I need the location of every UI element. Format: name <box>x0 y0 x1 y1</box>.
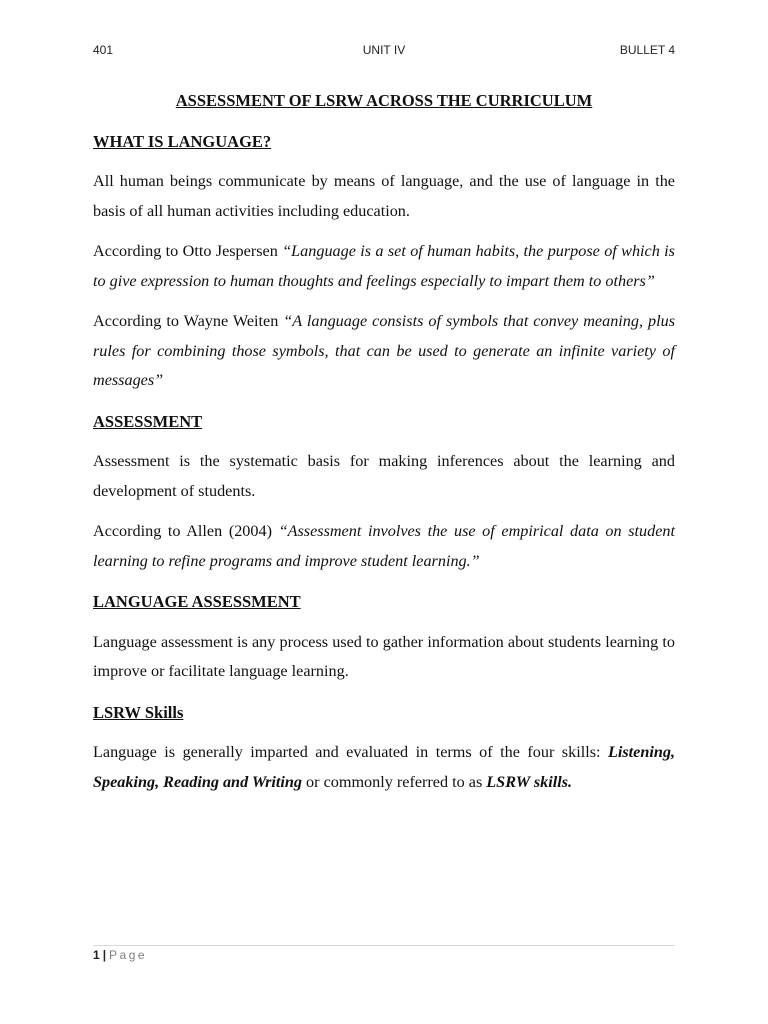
header-unit: UNIT IV <box>362 43 406 57</box>
lsrw-acronym: LSRW skills. <box>486 772 573 791</box>
paragraph-weiten <box>93 307 675 396</box>
paragraph-lsrw <box>93 738 675 797</box>
paragraph-language-definition: All human beings communicate by means of language, and the use of language in the basis of all human activities including education. <box>93 172 675 220</box>
paragraph-assessment-definition: Assessment is the systematic basis for making inferences about the learning and development of students. <box>93 452 675 500</box>
allen-intro: According to Allen (2004) <box>93 522 279 540</box>
weiten-intro: According to Wayne Weiten <box>93 312 284 330</box>
jespersen-intro: According to Otto Jespersen <box>93 242 283 260</box>
allen-quote: “Assessment involves the use of empirical data on student learning to refine programs and improve student learning.” <box>93 522 675 570</box>
header-bullet: BULLET 4 <box>619 43 675 57</box>
heading-lsrw-skills: LSRW Skills <box>93 702 184 722</box>
paragraph-allen <box>93 517 675 576</box>
header-course-code: 401 <box>93 43 114 57</box>
page-footer <box>93 948 147 962</box>
footer-page-number: 1 <box>93 948 100 962</box>
document-title: ASSESSMENT OF LSRW ACROSS THE CURRICULUM <box>175 91 593 110</box>
paragraph-language-assessment: Language assessment is any process used to gather information about students learning to improve or facilitate language learning. <box>93 632 675 680</box>
lsrw-mid: or commonly referred to as <box>302 772 487 791</box>
document-body <box>93 86 675 808</box>
page-header <box>93 43 675 61</box>
heading-assessment: ASSESSMENT <box>93 411 203 431</box>
heading-language-assessment: LANGUAGE ASSESSMENT <box>93 592 301 611</box>
footer-page-label: Page <box>109 948 148 962</box>
heading-what-is-language: WHAT IS LANGUAGE? <box>93 131 272 151</box>
footer-divider <box>93 945 675 946</box>
lsrw-intro: Language is generally imparted and evaluated in terms of the four skills: <box>93 743 608 761</box>
paragraph-jespersen <box>93 237 675 296</box>
footer-separator: | <box>102 948 107 962</box>
weiten-quote: “A language consists of symbols that convey meaning, plus rules for combining those symbols, that can be used to generate an infinite variety of messages” <box>93 312 676 389</box>
jespersen-quote: “Language is a set of human habits, the purpose of which is to give expression to human thoughts and feelings especially to impart them to others” <box>93 242 675 290</box>
lsrw-skill-list: Listening, Speaking, Reading and Writing <box>93 743 675 791</box>
